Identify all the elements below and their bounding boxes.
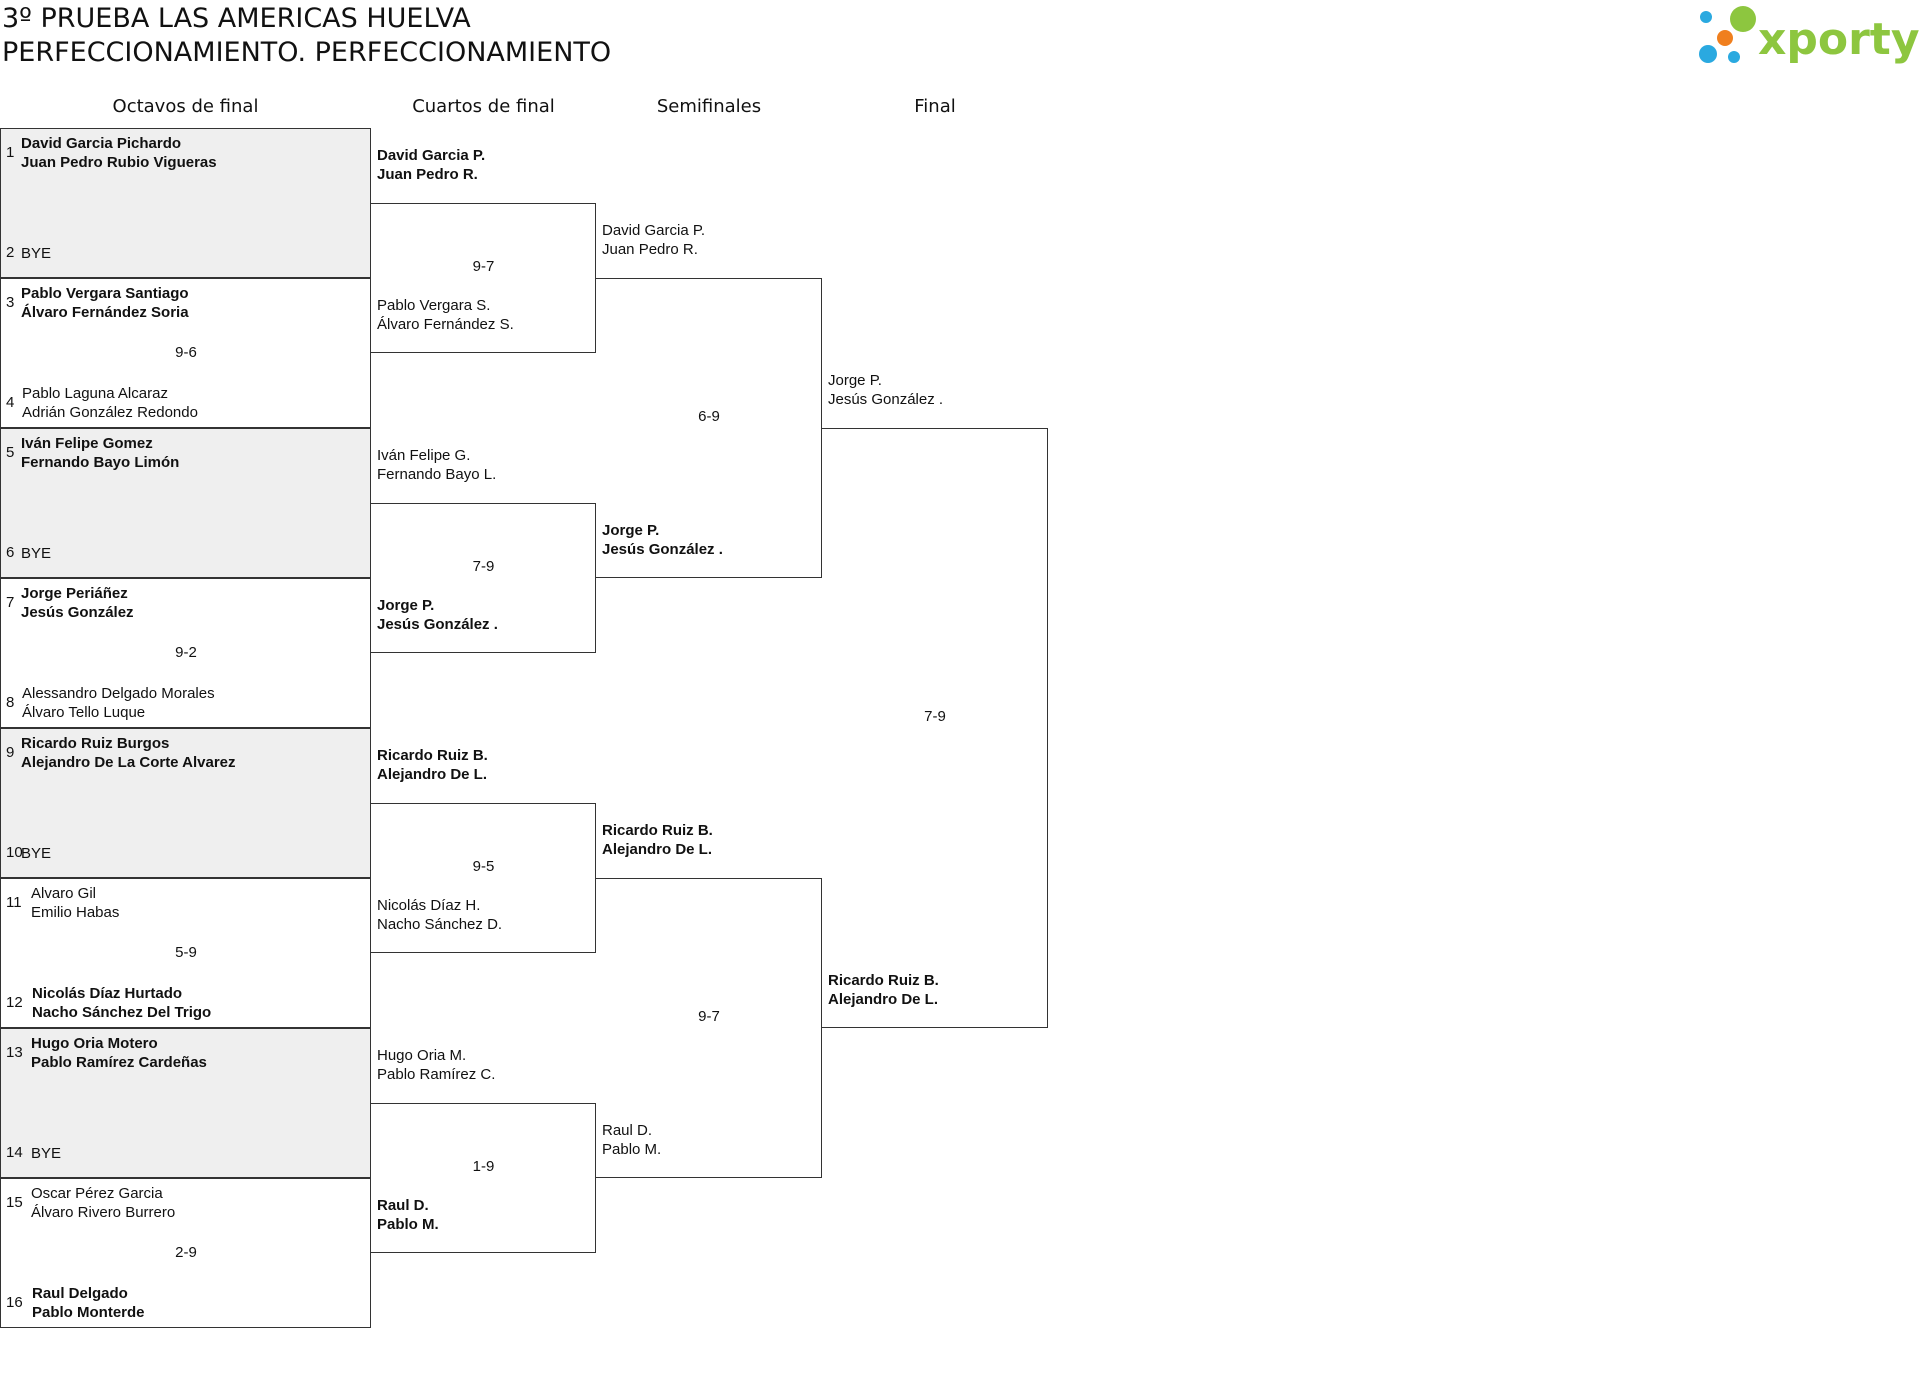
match-score: 7-9	[472, 558, 495, 575]
bye-label: BYE	[21, 845, 52, 862]
player-name: Ricardo Ruiz B.	[377, 747, 488, 764]
bye-label: BYE	[21, 245, 52, 262]
title-line-1: 3º PRUEBA LAS AMERICAS HUELVA	[2, 3, 471, 34]
r16-match-6	[0, 878, 371, 1028]
player-name: Nicolás Díaz Hurtado	[32, 985, 183, 1002]
player-name: Álvaro Tello Luque	[22, 704, 146, 721]
player-name: Nacho Sánchez D.	[377, 916, 503, 933]
seed-number: 5	[6, 444, 15, 461]
seed-number: 12	[6, 994, 23, 1011]
player-name: Juan Pedro Rubio Vigueras	[21, 154, 217, 171]
player-name: Ricardo Ruiz B.	[828, 972, 939, 989]
seed-number: 3	[6, 294, 15, 311]
seed-number: 16	[6, 1294, 23, 1311]
logo-dot-blue-top	[1700, 11, 1712, 23]
player-name: Pablo Vergara S.	[377, 297, 491, 314]
player-name: Ricardo Ruiz Burgos	[21, 735, 170, 752]
match-score: 9-7	[698, 1008, 720, 1025]
r16-match-4	[0, 578, 371, 728]
match-score: 9-2	[175, 644, 197, 661]
player-name: Alessandro Delgado Morales	[22, 685, 215, 702]
player-name: Pablo M.	[377, 1216, 439, 1233]
player-name: Iván Felipe Gomez	[21, 435, 153, 452]
player-name: Jorge Periáñez	[21, 585, 128, 602]
logo-dot-orange	[1717, 30, 1733, 46]
logo-dot-green	[1730, 6, 1756, 32]
player-name: Oscar Pérez Garcia	[31, 1185, 163, 1202]
seed-number: 14	[6, 1144, 23, 1161]
seed-number: 7	[6, 594, 15, 611]
player-name: Álvaro Rivero Burrero	[31, 1204, 176, 1221]
page-title	[2, 2, 611, 70]
seed-number: 4	[6, 394, 15, 411]
bye-label: BYE	[31, 1145, 62, 1162]
seed-number: 15	[6, 1194, 23, 1211]
player-name: Jorge P.	[828, 372, 882, 389]
player-name: Raul Delgado	[32, 1285, 128, 1302]
logo-dot-blue-small	[1728, 51, 1740, 63]
round-header-2: Cuartos de final	[412, 96, 555, 117]
player-name: David Garcia Pichardo	[21, 135, 182, 152]
logo-dot-blue-bottom	[1699, 45, 1717, 63]
player-name: Pablo M.	[602, 1141, 662, 1158]
bye-label: BYE	[21, 545, 52, 562]
player-name: Emilio Habas	[31, 904, 120, 921]
player-name: Hugo Oria M.	[377, 1047, 467, 1064]
seed-number: 11	[6, 894, 22, 911]
player-name: Juan Pedro R.	[602, 241, 698, 258]
seed-number: 8	[6, 694, 15, 711]
player-name: Ricardo Ruiz B.	[602, 822, 713, 839]
match-score: 6-9	[698, 408, 720, 425]
player-name: Raul D.	[377, 1197, 429, 1214]
match-score: 9-6	[175, 344, 197, 361]
player-name: Pablo Monterde	[32, 1304, 145, 1321]
player-name: Jesús González	[21, 604, 134, 621]
r16-match-5	[0, 728, 371, 878]
player-name: Pablo Ramírez C.	[377, 1066, 496, 1083]
player-name: Alejandro De L.	[377, 766, 488, 783]
bracket-connector	[822, 428, 1048, 1028]
title-line-2: PERFECCIONAMIENTO. PERFECCIONAMIENTO	[2, 37, 612, 68]
player-name: Adrián González Redondo	[22, 404, 198, 421]
seed-number: 9	[6, 744, 15, 761]
player-name: Álvaro Fernández Soria	[21, 304, 189, 321]
round-header-4: Final	[914, 96, 956, 117]
r16-match-3	[0, 428, 371, 578]
r16-match-8	[0, 1178, 371, 1328]
player-name: Fernando Bayo L.	[377, 466, 497, 483]
match-score: 1-9	[472, 1158, 495, 1175]
player-name: Alejandro De L.	[602, 841, 713, 858]
match-score: 7-9	[924, 708, 946, 725]
player-name: Alejandro De L.	[828, 991, 939, 1008]
r16-match-2	[0, 278, 371, 428]
r16-match-1	[0, 128, 371, 278]
seed-number: 1	[6, 144, 15, 161]
xporty-logo	[1698, 4, 1920, 70]
player-name: Álvaro Fernández S.	[377, 316, 514, 333]
logo-text: xporty	[1758, 14, 1920, 65]
player-name: Alejandro De La Corte Alvarez	[21, 754, 236, 771]
seed-number: 2	[6, 244, 15, 261]
player-name: Pablo Vergara Santiago	[21, 285, 189, 302]
seed-number: 13	[6, 1044, 23, 1061]
player-name: Jorge P.	[377, 597, 435, 614]
seed-number: 10	[6, 844, 23, 861]
match-score: 9-5	[472, 858, 495, 875]
player-name: Raul D.	[602, 1122, 653, 1139]
player-name: Pablo Ramírez Cardeñas	[31, 1054, 207, 1071]
player-name: Nicolás Díaz H.	[377, 897, 481, 914]
player-name: Nacho Sánchez Del Trigo	[32, 1004, 212, 1021]
player-name: David Garcia P.	[377, 147, 486, 164]
player-name: Jesús González .	[377, 616, 498, 633]
player-name: David Garcia P.	[602, 222, 706, 239]
match-score: 9-7	[472, 258, 495, 275]
player-name: Pablo Laguna Alcaraz	[22, 385, 168, 402]
round-header-1: Octavos de final	[112, 96, 259, 117]
match-score: 2-9	[175, 1244, 197, 1261]
player-name: Juan Pedro R.	[377, 166, 478, 183]
player-name: Alvaro Gil	[31, 885, 97, 902]
player-name: Jesús González .	[602, 541, 723, 558]
seed-number: 6	[6, 544, 15, 561]
round-header-3: Semifinales	[656, 96, 762, 117]
match-score: 5-9	[175, 944, 197, 961]
r16-match-7	[0, 1028, 371, 1178]
player-name: Jesús González .	[828, 391, 944, 408]
player-name: Hugo Oria Motero	[31, 1035, 158, 1052]
player-name: Iván Felipe G.	[377, 447, 471, 464]
player-name: Jorge P.	[602, 522, 660, 539]
player-name: Fernando Bayo Limón	[21, 454, 180, 471]
